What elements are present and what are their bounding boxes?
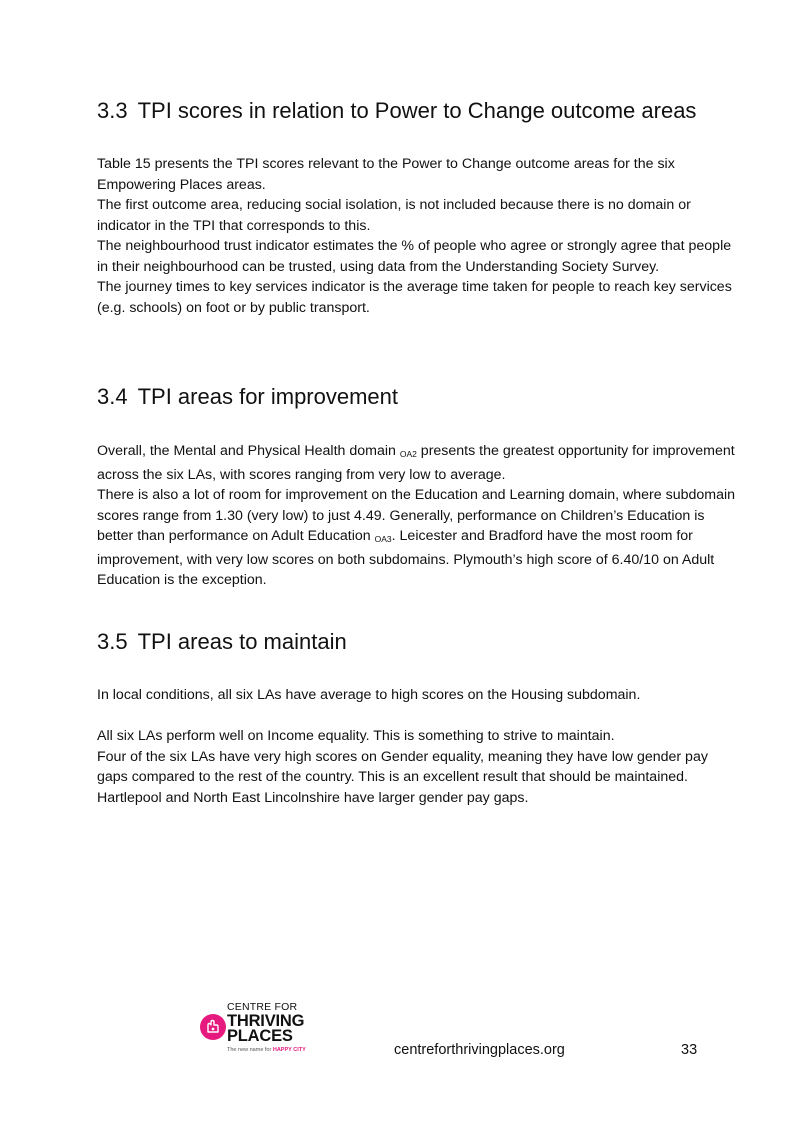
footer-website-url[interactable]: centreforthrivingplaces.org <box>394 1042 565 1058</box>
section-title: TPI areas to maintain <box>137 629 347 654</box>
paragraph: The journey times to key services indicator is the average time taken for people to reach key services (e.g. schools) on foot or by public transport. <box>97 279 732 316</box>
paragraph: In local conditions, all six LAs have average to high scores on the Housing subdomain. <box>97 687 641 703</box>
section-title: TPI scores in relation to Power to Change outcome areas <box>137 98 697 123</box>
text-run: Overall, the Mental and Physical Health domain <box>97 443 396 459</box>
section-3-3-body <box>97 154 737 318</box>
paragraph: Four of the six LAs have very high scores on Gender equality, meaning they have low gender pay gaps compared to the rest of the country. This is an excellent result that should be maintained. Hartlepool and North East Lincolnshire have larger gender pay gaps. <box>97 748 708 806</box>
section-3-5-heading <box>97 629 347 655</box>
paragraph <box>97 485 737 591</box>
logo-text-line1: THRIVING <box>227 1012 305 1030</box>
text-run: There is also a lot of room for improvement on the Education and Learning domain, where subdomain scores range from 1.30 (very low) to just 4.49. Generally, performance on Children’s Education is better than performance on Adult Education <box>97 487 736 544</box>
section-number: 3.3 <box>97 98 128 123</box>
logo-tagline-accent: HAPPY CITY <box>272 1047 306 1053</box>
section-number: 3.5 <box>97 629 128 654</box>
section-title: TPI areas for improvement <box>137 384 399 409</box>
logo-tagline <box>227 1047 306 1053</box>
paragraph-gap <box>97 706 737 727</box>
hand-heart-icon <box>200 1014 226 1040</box>
section-3-5-body <box>97 685 737 808</box>
section-3-3-heading <box>97 98 696 124</box>
section-3-4-heading <box>97 384 398 410</box>
paragraph: The first outcome area, reducing social isolation, is not included because there is no domain or indicator in the TPI that corresponds to this. <box>97 197 691 234</box>
centre-for-thriving-places-logo <box>200 1000 330 1058</box>
section-number: 3.4 <box>97 384 128 409</box>
logo-tagline-text: The new name for <box>227 1047 272 1053</box>
page-number: 33 <box>681 1042 698 1058</box>
outcome-area-subscript: OA2 <box>399 449 417 459</box>
paragraph: All six LAs perform well on Income equality. This is something to strive to maintain. <box>97 728 615 744</box>
logo-text-line2: PLACES <box>227 1027 293 1045</box>
text-run: presents the greatest opportunity for improvement across the six LAs, with scores ranging from very low to average. <box>97 443 735 483</box>
paragraph: Table 15 presents the TPI scores relevant to the Power to Change outcome areas for the six Empowering Places areas. <box>97 156 675 193</box>
paragraph: The neighbourhood trust indicator estimates the % of people who agree or strongly agree that people in their neighbourhood can be trusted, using data from the Understanding Society Survey. <box>97 238 732 275</box>
paragraph <box>97 441 737 485</box>
logo-text-top: CENTRE FOR <box>227 1001 298 1013</box>
text-run: . Leicester and Bradford have the most room for improvement, with very low scores on both subdomains. Plymouth’s high score of 6.40/10 on Adult Education is the exception. <box>97 528 715 588</box>
outcome-area-subscript: OA3 <box>374 534 392 544</box>
section-3-4-body <box>97 441 737 591</box>
